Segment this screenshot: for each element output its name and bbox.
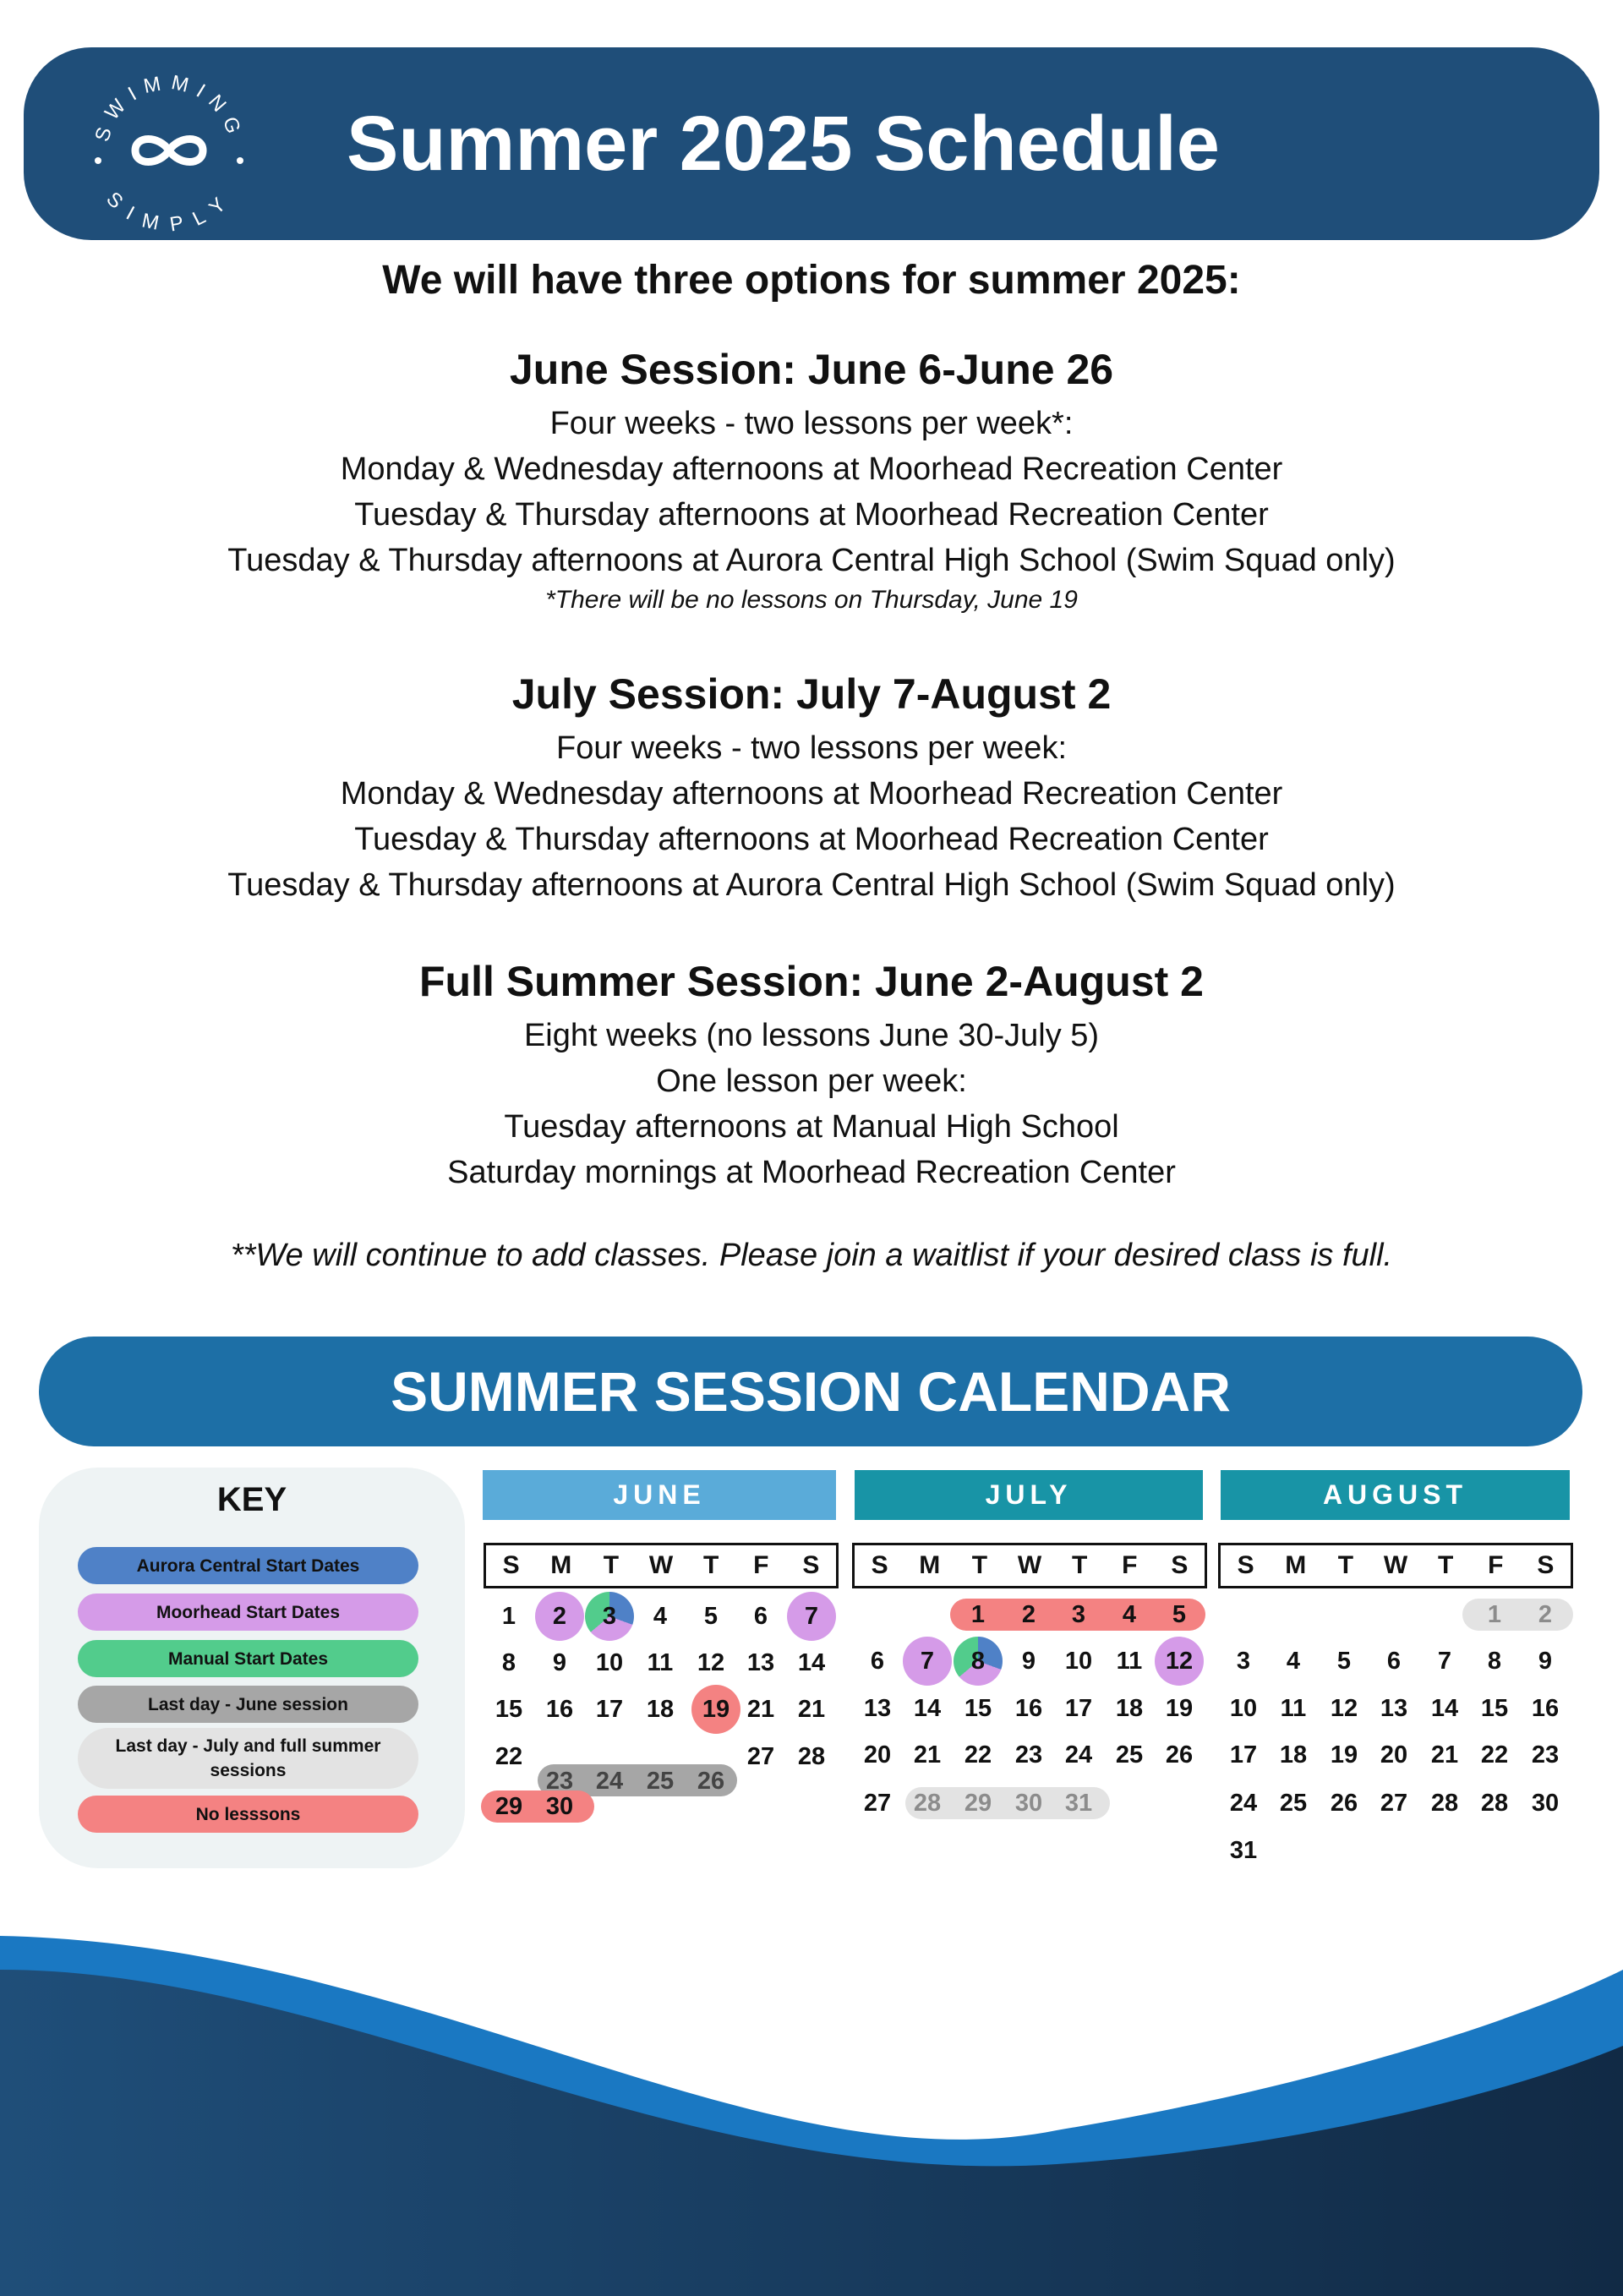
weekday-label: T — [971, 1551, 988, 1579]
weekday-label: F — [753, 1551, 769, 1579]
calendar-day: 16 — [1531, 1695, 1560, 1722]
calendar-day: 27 — [1380, 1790, 1408, 1817]
july-session-title: July Session: July 7-August 2 — [511, 670, 1112, 718]
calendar-day: 30 — [545, 1793, 574, 1820]
calendar-day: 29 — [964, 1790, 992, 1817]
weekday-label: M — [550, 1551, 572, 1579]
calendar-day: 30 — [1531, 1790, 1560, 1817]
calendar-day: 7 — [920, 1648, 935, 1675]
weekday-label: W — [648, 1551, 674, 1579]
calendar-day: 31 — [1229, 1837, 1258, 1864]
month-header-august: AUGUST — [1221, 1470, 1570, 1520]
key-manual-start: Manual Start Dates — [78, 1640, 418, 1677]
month-header-june: JUNE — [483, 1470, 836, 1520]
calendar-day: 12 — [697, 1649, 725, 1676]
logo-text-top: SWIMMING — [90, 70, 248, 145]
calendar-day: 22 — [495, 1743, 523, 1770]
calendar-title: SUMMER SESSION CALENDAR — [391, 1360, 1231, 1423]
calendar-day: 18 — [646, 1696, 675, 1723]
calendar-day: 4 — [1286, 1648, 1301, 1675]
calendar-day: 13 — [1380, 1695, 1408, 1722]
weekday-label: S — [1237, 1551, 1254, 1579]
session-line: Four weeks - two lessons per week: — [555, 730, 1067, 766]
key-july-full-last-day: Last day - July and full summer sessions — [78, 1728, 418, 1789]
calendar-day: 11 — [647, 1649, 674, 1676]
calendar-day: 16 — [1014, 1695, 1043, 1722]
calendar-day: 7 — [1437, 1648, 1452, 1675]
calendar-day: 23 — [1531, 1741, 1560, 1768]
calendar-day: 21 — [746, 1696, 775, 1723]
calendar-day: 1 — [970, 1601, 986, 1628]
footer-wave — [0, 1919, 1623, 2296]
key-aurora-start: Aurora Central Start Dates — [78, 1547, 418, 1584]
weekday-label: F — [1488, 1551, 1504, 1579]
calendar-day: 11 — [1280, 1695, 1307, 1722]
calendar-day: 2 — [1021, 1601, 1036, 1628]
calendar-day: 26 — [1165, 1741, 1194, 1768]
weekday-label: F — [1122, 1551, 1138, 1579]
calendar-day: 28 — [913, 1790, 942, 1817]
calendar-day: 29 — [495, 1793, 523, 1820]
calendar-day: 25 — [1115, 1741, 1144, 1768]
weekday-label: W — [1383, 1551, 1408, 1579]
weekday-label: W — [1017, 1551, 1042, 1579]
logo-text-bottom: SIMPLY — [101, 187, 237, 235]
calendar-day: 14 — [797, 1649, 826, 1676]
calendar-day: 5 — [1172, 1601, 1187, 1628]
calendar-day: 10 — [1229, 1695, 1258, 1722]
calendar-day: 9 — [1538, 1648, 1553, 1675]
calendar-day: 19 — [702, 1696, 730, 1723]
calendar-day: 6 — [1386, 1648, 1402, 1675]
calendar-day: 25 — [1279, 1790, 1308, 1817]
july-session — [0, 670, 1623, 908]
calendar-day: 21 — [797, 1696, 826, 1723]
calendar-day: 8 — [1487, 1648, 1502, 1675]
calendar-day: 17 — [1064, 1695, 1093, 1722]
month-header-july: JULY — [855, 1470, 1203, 1520]
calendar-day: 6 — [870, 1648, 885, 1675]
calendar-day: 8 — [501, 1649, 516, 1676]
weekday-label: M — [919, 1551, 941, 1579]
session-line: Tuesday & Thursday afternoons at Aurora Central High School (Swim Squad only) — [227, 867, 1396, 903]
calendar-day: 15 — [495, 1696, 523, 1723]
weekday-label: S — [871, 1551, 888, 1579]
calendar-day: 19 — [1165, 1695, 1194, 1722]
calendar-day: 17 — [1229, 1741, 1258, 1768]
calendar-day: 27 — [863, 1790, 892, 1817]
waitlist-note: **We will continue to add classes. Please join a waitlist if your desired class is full. — [230, 1238, 1393, 1273]
session-note: *There will be no lessons on Thursday, June 19 — [545, 586, 1078, 614]
calendar-day: 28 — [797, 1743, 826, 1770]
calendar-day: 8 — [970, 1648, 986, 1675]
calendar-day: 7 — [804, 1603, 819, 1630]
session-line: Tuesday & Thursday afternoons at Aurora Central High School (Swim Squad only) — [227, 543, 1396, 578]
weekday-label: S — [1537, 1551, 1555, 1579]
calendar-day: 27 — [746, 1743, 775, 1770]
session-line: Four weeks - two lessons per week*: — [549, 406, 1074, 441]
calendar-day: 18 — [1115, 1695, 1144, 1722]
calendar-day: 14 — [1430, 1695, 1459, 1722]
calendar-day: 24 — [1229, 1790, 1258, 1817]
session-line: Saturday mornings at Moorhead Recreation Center — [447, 1155, 1176, 1190]
weekday-label: S — [802, 1551, 820, 1579]
calendar-day: 25 — [646, 1768, 675, 1795]
weekday-label: T — [1437, 1551, 1454, 1579]
calendar-day: 9 — [552, 1649, 567, 1676]
calendar-day: 3 — [1236, 1648, 1251, 1675]
calendar-day: 2 — [552, 1603, 567, 1630]
full-session-title: Full Summer Session: June 2-August 2 — [419, 958, 1204, 1005]
session-line: Monday & Wednesday afternoons at Moorhead Recreation Center — [340, 776, 1283, 812]
weekday-row-june — [484, 1543, 839, 1588]
weekday-label: S — [502, 1551, 520, 1579]
key-no-lessons: No lesssons — [78, 1796, 418, 1833]
calendar-day: 12 — [1330, 1695, 1358, 1722]
june-session — [0, 345, 1623, 617]
calendar-day: 23 — [545, 1768, 574, 1795]
calendar-day: 24 — [1064, 1741, 1093, 1768]
calendar-day: 1 — [501, 1603, 516, 1630]
session-line: Monday & Wednesday afternoons at Moorhead Recreation Center — [340, 451, 1283, 487]
calendar-day: 3 — [1071, 1601, 1086, 1628]
calendar-day: 9 — [1021, 1648, 1036, 1675]
calendar-day: 5 — [1336, 1648, 1352, 1675]
calendar-day: 21 — [913, 1741, 942, 1768]
key-title: KEY — [216, 1481, 287, 1518]
calendar-day: 13 — [746, 1649, 775, 1676]
svg-text:SWIMMING — [90, 71, 247, 145]
weekday-label: T — [1337, 1551, 1354, 1579]
weekday-row-july — [852, 1543, 1207, 1588]
key-moorhead-start: Moorhead Start Dates — [78, 1594, 418, 1631]
calendar-day: 4 — [1122, 1601, 1137, 1628]
calendar-day: 11 — [1116, 1648, 1143, 1675]
session-line: Tuesday afternoons at Manual High School — [504, 1109, 1119, 1145]
svg-text:SIMPLY — [101, 188, 236, 235]
calendar-day: 28 — [1480, 1790, 1509, 1817]
calendar-day: 2 — [1538, 1601, 1553, 1628]
weekday-row-august — [1218, 1543, 1573, 1588]
calendar-day: 30 — [1014, 1790, 1043, 1817]
calendar-day: 26 — [697, 1768, 725, 1795]
calendar-day: 10 — [1064, 1648, 1093, 1675]
session-line: Tuesday & Thursday afternoons at Moorhead Recreation Center — [354, 822, 1269, 857]
session-line: One lesson per week: — [656, 1063, 967, 1099]
calendar-day: 13 — [863, 1695, 892, 1722]
intro-heading: We will have three options for summer 2025: — [382, 258, 1241, 303]
session-line: Tuesday & Thursday afternoons at Moorhead Recreation Center — [354, 497, 1269, 533]
full-summer-session — [0, 957, 1623, 1195]
calendar-day: 21 — [1430, 1741, 1459, 1768]
calendar-day: 20 — [863, 1741, 892, 1768]
page-title: Summer 2025 Schedule — [347, 101, 1220, 187]
calendar-day: 15 — [964, 1695, 992, 1722]
calendar-day: 19 — [1330, 1741, 1358, 1768]
calendar-day: 20 — [1380, 1741, 1408, 1768]
calendar-day: 23 — [1014, 1741, 1043, 1768]
calendar-day: 3 — [602, 1603, 617, 1630]
calendar-day: 6 — [753, 1603, 768, 1630]
calendar-day: 10 — [595, 1649, 624, 1676]
swimming-simply-logo — [85, 66, 254, 235]
calendar-day: 16 — [545, 1696, 574, 1723]
calendar-day: 24 — [595, 1768, 624, 1795]
calendar-day: 22 — [964, 1741, 992, 1768]
key-june-last-day: Last day - June session — [78, 1686, 418, 1723]
weekday-label: T — [702, 1551, 719, 1579]
calendar-day: 12 — [1165, 1648, 1194, 1675]
calendar-day: 18 — [1279, 1741, 1308, 1768]
calendar-day: 1 — [1487, 1601, 1502, 1628]
weekday-label: T — [603, 1551, 620, 1579]
calendar-day: 31 — [1064, 1790, 1093, 1817]
weekday-label: S — [1171, 1551, 1189, 1579]
calendar-day: 15 — [1480, 1695, 1509, 1722]
june-session-title: June Session: June 6-June 26 — [509, 346, 1114, 393]
calendar-day: 22 — [1480, 1741, 1509, 1768]
weekday-label: T — [1071, 1551, 1088, 1579]
calendar-day: 5 — [703, 1603, 719, 1630]
calendar-day: 17 — [595, 1696, 624, 1723]
infinity-icon — [135, 139, 203, 162]
calendar-day: 28 — [1430, 1790, 1459, 1817]
calendar-day: 4 — [653, 1603, 668, 1630]
calendar-day: 14 — [913, 1695, 942, 1722]
session-line: Eight weeks (no lessons June 30-July 5) — [523, 1018, 1100, 1053]
calendar-day: 26 — [1330, 1790, 1358, 1817]
weekday-label: M — [1285, 1551, 1307, 1579]
